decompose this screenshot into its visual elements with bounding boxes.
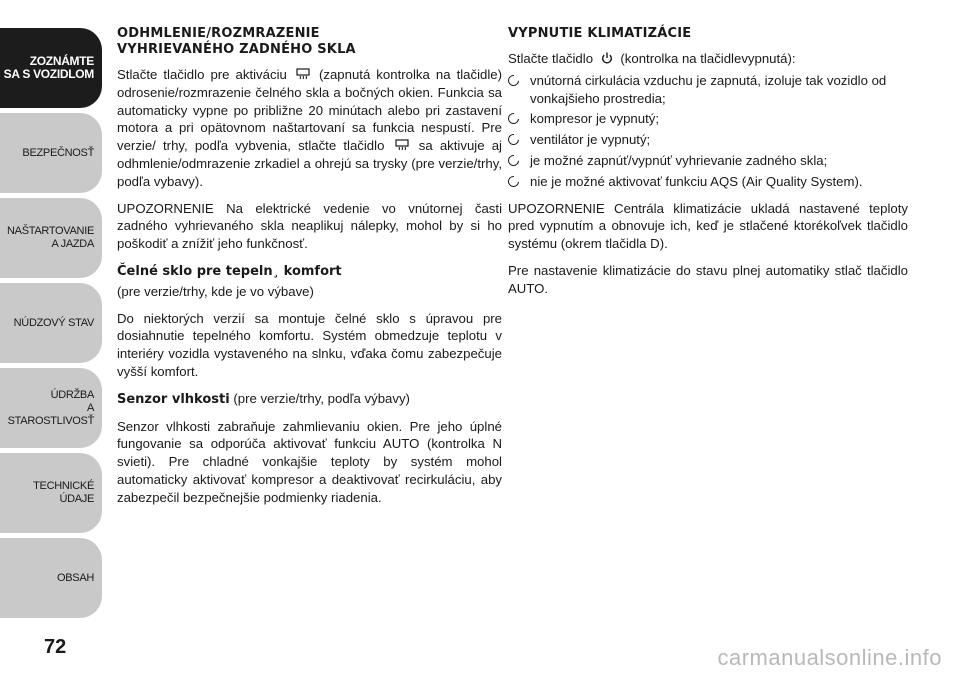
paragraph-thermal-windshield: Do niektorých verzií sa montuje čelné sklo s úpravou pre dosiahnutie tepelného komfortu. Systém obmedzuje teplotu v interiéry vozidla vystaveného na slnku, vďaka čomu zabezpečuje vyšší komfort.	[117, 310, 502, 379]
paragraph-warning-decals: UPOZORNENIE Na elektrické vedenie vo vnútornej časti zadného vyhrievaného skla neaplikuj nálepky, mohol by si ho poškodiť a znížiť jeho funkčnosť.	[117, 200, 502, 252]
subheading-note: (pre verzie/trhy, podľa výbavy)	[233, 390, 410, 406]
paragraph-auto-mode: Pre nastavenie klimatizácie do stavu plnej automatiky stlač tlačidlo AUTO.	[508, 262, 908, 296]
list-item: nie je možné aktivovať funkciu AQS (Air Quality System).	[508, 173, 908, 191]
tab-label: OBSAH	[56, 571, 94, 584]
list-item: je možné zapnúť/vypnúť vyhrievanie zadného skla;	[508, 152, 908, 170]
text: Stlačte tlačidlo pre aktiváciu	[117, 67, 287, 82]
tab-udrzba[interactable]	[0, 368, 102, 448]
mirror-defrost-icon	[395, 139, 409, 151]
subheading-title: Senzor vlhkosti	[117, 391, 230, 407]
paragraph-humidity-sensor: Senzor vlhkosti zabraňuje zahmlievaniu okien. Pre jeho úplné fungovanie sa odporúča aktivovať funkciu AUTO (kontrolka N svieti). Pre chladné vonkajšie teploty by systém mohol automaticky aktivovať kompresor a deaktivovať recirkuláciu, aby zabezpečil bezpečnejšie podmienky riadenia.	[117, 418, 502, 505]
bullet-icon	[506, 73, 521, 88]
text: Stlačte tlačidlo	[508, 51, 594, 66]
tab-nudzovy-stav[interactable]	[0, 283, 102, 363]
tab-label: ZOZNÁMTE SA S VOZIDLOM	[3, 54, 94, 81]
bullet-icon	[506, 153, 521, 168]
paragraph-warning-memory: UPOZORNENIE Centrála klimatizácie ukladá nastavené teploty pred vypnutím a obnovuje ich, keď je stlačené ktorékoľvek tlačidlo systému (okrem tlačidla D).	[508, 200, 908, 252]
list-item: ventilátor je vypnutý;	[508, 131, 908, 149]
paragraph-defrost	[117, 66, 502, 191]
text: sa aktivuje aj odhmlenie/odmrazenie zrkadiel a ohrejú sa trysky (pre verzie/trhy, podľa vybavy).	[117, 138, 502, 189]
subheading-title: Čelné sklo pre tepeln¸ komfort	[117, 263, 342, 279]
left-column	[117, 26, 502, 516]
bullet-icon	[506, 132, 521, 147]
text: (zapnutá kontrolka na tlačidle) odrosenie/rozmrazenie čelného skla a bočných okien. Funkcia sa automaticky vypne po približne 20 minútach alebo pri zastavení motora a pri opätovnom naštartovaní sa funkcia nespustí. Pre verzie/ trhy, podľa vybvenia, stlačte tlačidlo	[117, 67, 503, 154]
right-column	[508, 26, 908, 307]
tab-label: NAŠTARTOVANIE A JAZDA	[7, 225, 94, 250]
tab-label: TECHNICKÉ ÚDAJE	[33, 480, 94, 505]
list-item: vnútorná cirkulácia vzduchu je zapnutá, izoluje tak vozidlo od vonkajšieho prostredia;	[508, 72, 908, 108]
tab-zoznamte-sa[interactable]	[0, 28, 102, 108]
tab-bezpecnost[interactable]	[0, 113, 102, 193]
text: (kontrolka na tlačidlevypnutá):	[620, 51, 796, 66]
tab-technicke-udaje[interactable]	[0, 453, 102, 533]
section-heading-ac-off: VYPNUTIE KLIMATIZÁCIE	[508, 26, 692, 41]
section-heading-defrost	[117, 26, 502, 58]
subheading-note: (pre verzie/trhy, kde je vo výbave)	[117, 283, 314, 299]
tab-label: BEZPEČNOSŤ	[22, 146, 94, 159]
watermark: carmanualsonline.info	[717, 645, 942, 670]
subheading-humidity-sensor	[117, 390, 502, 409]
tab-obsah[interactable]	[0, 538, 102, 618]
subheading-thermal-windshield	[117, 262, 502, 281]
tab-label: ÚDRŽBA A STAROSTLIVOSŤ	[7, 388, 94, 427]
heading-line: VYHRIEVANÉHO ZADNÉHO SKLA	[117, 42, 356, 57]
paragraph-ac-off-intro	[508, 50, 908, 68]
ac-off-effects-list	[508, 72, 908, 191]
tab-label: NÚDZOVÝ STAV	[13, 316, 94, 329]
tab-nastartovanie[interactable]	[0, 198, 102, 278]
page-number: 72	[44, 636, 67, 658]
list-item: kompresor je vypnutý;	[508, 110, 908, 128]
heading-line: ODHMLENIE/ROZMRAZENIE	[117, 26, 320, 41]
chapter-sidebar	[0, 28, 102, 623]
bullet-icon	[506, 174, 521, 189]
bullet-icon	[506, 111, 521, 126]
power-icon	[600, 52, 614, 64]
rear-defrost-icon	[296, 68, 310, 80]
